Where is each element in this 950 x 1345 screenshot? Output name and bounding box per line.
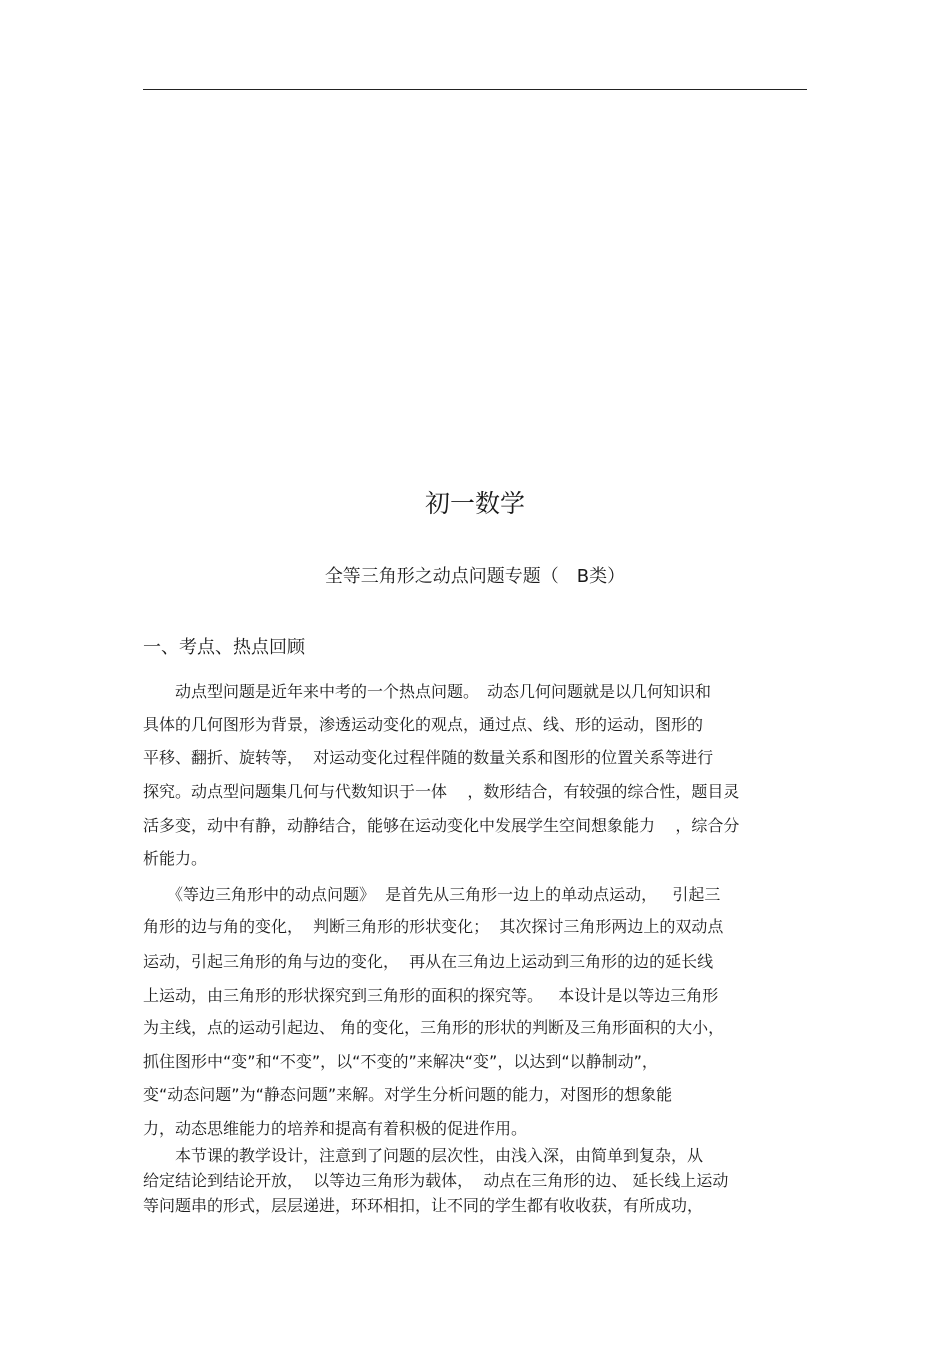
text-line: 给定结论到结论开放， 以等边三角形为载体， 动点在三角形的边、 延长线上运动 (143, 1171, 729, 1190)
page-subtitle: 全等三角形之动点问题专题（ B类） (324, 566, 626, 587)
text-line: 平移、翻折、旋转等， 对运动变化过程伴随的数量关系和图形的位置关系等进行 (143, 748, 714, 767)
section-heading: 一、考点、热点回顾 (143, 637, 305, 658)
text-line: 活多变，动中有静，动静结合，能够在运动变化中发展学生空间想象能力 ，综合分 (143, 816, 740, 835)
text-line: 具体的几何图形为背景，渗透运动变化的观点，通过点、线、形的运动，图形的 (143, 715, 704, 734)
text-line: 本节课的教学设计，注意到了问题的层次性，由浅入深，由简单到复杂，从 (143, 1146, 704, 1165)
text-line: 析能力。 (143, 849, 208, 868)
text-line: 等问题串的形式，层层递进，环环相扣，让不同的学生都有收收获，有所成功， (143, 1196, 704, 1215)
text-line: 角形的边与角的变化， 判断三角形的形状变化； 其次探讨三角形两边上的双动点 (143, 917, 724, 936)
text-line: 上运动，由三角形的形状探究到三角形的面积的探究等。 本设计是以等边三角形 (143, 986, 719, 1005)
text-line: 变“动态问题”为“静态问题”来解。对学生分析问题的能力，对图形的想象能 (143, 1085, 673, 1104)
page-title: 初一数学 (424, 489, 525, 518)
text-line: 抓住图形中“变”和“不变”，以“不变的”来解决“变”，以达到“以静制动”， (143, 1052, 658, 1071)
text-line: 运动，引起三角形的角与边的变化， 再从在三角边上运动到三角形的边的延长线 (143, 952, 714, 971)
text-line: 为主线，点的运动引起边、 角的变化，三角形的形状的判断及三角形面积的大小， (143, 1018, 725, 1037)
text-line: 力，动态思维能力的培养和提高有着积极的促进作用。 (143, 1119, 528, 1138)
header-rule (143, 89, 807, 90)
text-line: 探究。动点型问题集几何与代数知识于一体 ，数形结合，有较强的综合性，题目灵 (143, 782, 740, 801)
text-line: 《等边三角形中的动点问题》 是首先从三角形一边上的单动点运动， 引起三 (143, 885, 721, 904)
text-line: 动点型问题是近年来中考的一个热点问题。 动态几何问题就是以几何知识和 (143, 682, 712, 701)
